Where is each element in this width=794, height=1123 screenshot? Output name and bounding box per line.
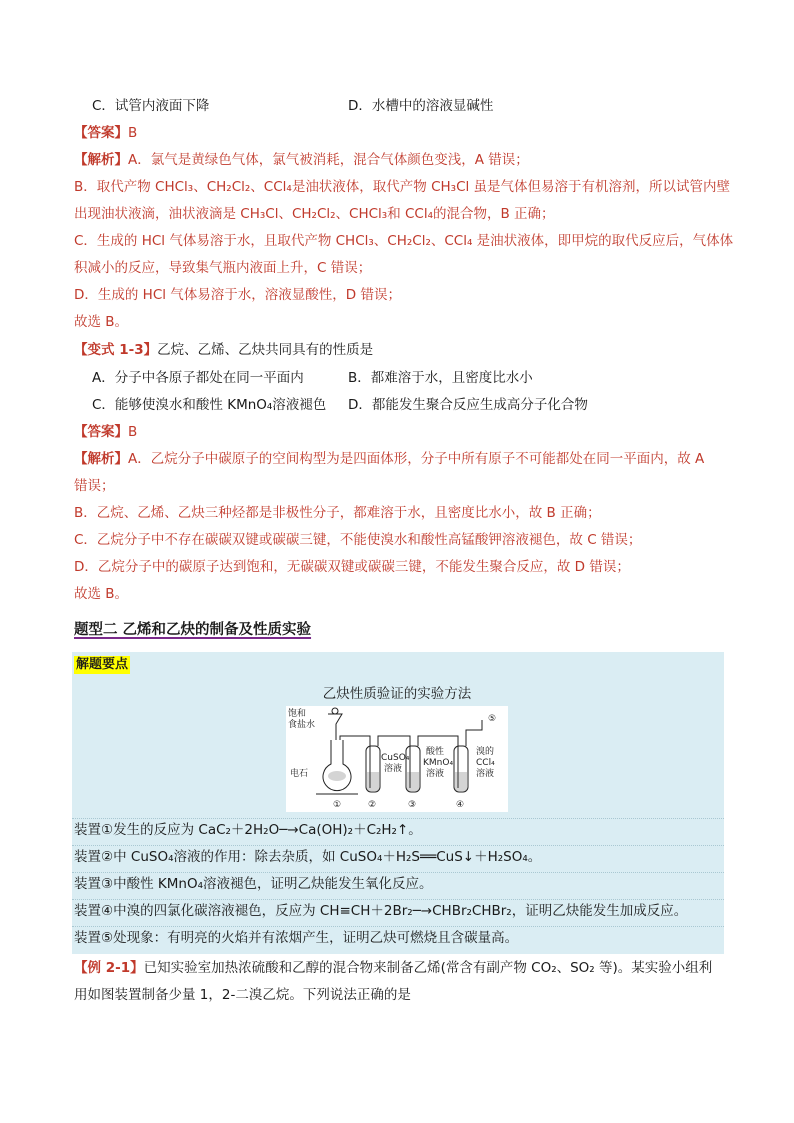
- analysis-tag: 【解析】: [74, 152, 128, 168]
- conclusion: 故选 B。: [74, 586, 129, 602]
- analysis-c1: C．生成的 HCl 气体易溶于水，且取代产物 CHCl₃、CH₂Cl₂、CCl₄ 是油状液体，即甲烷的取代反应后，气体体: [74, 233, 734, 249]
- solid-in-flask: [328, 771, 346, 781]
- liquid-3: [407, 772, 419, 791]
- tip-line-1: 装置①发生的反应为 CaC₂＋2H₂O─→Ca(OH)₂＋C₂H₂↑。: [74, 822, 422, 838]
- example-stem-2: 用如图装置制备少量 1，2-二溴乙烷。下列说法正确的是: [74, 987, 411, 1003]
- section-title: 题型二 乙烯和乙炔的制备及性质实验: [74, 622, 312, 638]
- label-n2: ②: [368, 800, 377, 810]
- answer-tag: 【答案】: [74, 424, 128, 440]
- analysis-a-text: A．氯气是黄绿色气体，氯气被消耗，混合气体颜色变浅，A 错误；: [128, 152, 529, 168]
- liquid-4: [455, 772, 467, 791]
- apparatus-diagram: [286, 706, 508, 812]
- label-t4b: CCl₄: [476, 758, 495, 768]
- option-c: C．能够使溴水和酸性 KMnO₄溶液褪色: [92, 397, 327, 413]
- analysis-a2: 错误；: [74, 478, 115, 494]
- divider: [72, 926, 724, 927]
- outlet-tube: [466, 720, 482, 746]
- option-d: D．水槽中的溶液显碱性: [348, 98, 494, 114]
- option-d: D．都能发生聚合反应生成高分子化合物: [348, 397, 588, 413]
- apparatus-svg: [286, 706, 508, 812]
- example-stem-1: [74, 958, 724, 978]
- label-t4c: 溶液: [476, 769, 495, 779]
- label-t3b: KMnO₄: [423, 758, 454, 768]
- divider: [72, 899, 724, 900]
- option-a: A．分子中各原子都处在同一平面内: [92, 370, 304, 386]
- label-n4: ④: [456, 800, 465, 810]
- analysis-tag: 【解析】: [74, 451, 128, 467]
- label-n3: ③: [408, 800, 417, 810]
- analysis-b2: 出现油状液滴，油状液滴是 CH₃Cl、CH₂Cl₂、CHCl₃和 CCl₄的混合物，B 正确；: [74, 206, 555, 222]
- analysis-c: C．乙烷分子中不存在碳碳双键或碳碳三键，不能使溴水和酸性高锰酸钾溶液褪色，故 C 错误；: [74, 532, 642, 548]
- divider: [72, 872, 724, 873]
- analysis-a1: [74, 449, 724, 469]
- answer-line: [74, 123, 724, 143]
- conclusion: 故选 B。: [74, 314, 129, 330]
- label-t4a: 溴的: [476, 747, 495, 757]
- example-stem-1-text: 已知实验室加热浓硫酸和乙醇的混合物来制备乙烯(常含有副产物 CO₂、SO₂ 等)。某实验小组利: [143, 960, 713, 976]
- flask-tube: [340, 736, 356, 740]
- label-n1: ①: [333, 800, 342, 810]
- analysis-b: B．乙烷、乙烯、乙炔三种烃都是非极性分子，都难溶于水，且密度比水小，故 B 正确；: [74, 505, 601, 521]
- diagram-title: 乙炔性质验证的实验方法: [322, 686, 472, 702]
- divider: [72, 845, 724, 846]
- answer-tag: 【答案】: [74, 125, 128, 141]
- label-funnel: 饱和: [288, 709, 307, 719]
- question-stem: [74, 340, 724, 360]
- analysis-d: D．乙烷分子中的碳原子达到饱和，无碳碳双键或碳碳三键，不能发生聚合反应，故 D 错误；: [74, 559, 630, 575]
- funnel-knob: [332, 708, 338, 714]
- analysis-a1-text: A．乙烷分子中碳原子的空间构型为是四面体形，分子中所有原子不可能都处在同一平面内，故 A: [128, 451, 705, 467]
- divider: [72, 818, 724, 819]
- analysis-c2: 积减小的反应，导致集气瓶内液面上升，C 错误；: [74, 260, 372, 276]
- label-solid: 电石: [290, 769, 309, 779]
- tip-label: 解题要点: [76, 657, 129, 672]
- label-t3a: 酸性: [426, 747, 445, 757]
- tip-line-5: 装置⑤处现象：有明亮的火焰并有浓烟产生，证明乙炔可燃烧且含碳量高。: [74, 930, 519, 946]
- option-c: C．试管内液面下降: [92, 98, 210, 114]
- flask-shape: [323, 740, 351, 791]
- example-tag: 【例 2-1】: [74, 960, 144, 976]
- answer-value: B: [128, 424, 138, 440]
- analysis-d: D．生成的 HCl 气体易溶于水，溶液显酸性，D 错误；: [74, 287, 401, 303]
- label-t2a: CuSO₄: [381, 753, 410, 763]
- question-tag: 【变式 1-3】: [74, 342, 158, 358]
- analysis-b1: B．取代产物 CHCl₃、CH₂Cl₂、CCl₄是油状液体，取代产物 CH₃Cl 虽是气体但易溶于有机溶剂，所以试管内壁: [74, 179, 731, 195]
- label-n5: ⑤: [488, 714, 497, 724]
- label-t2b: 溶液: [384, 764, 403, 774]
- tip-line-2: 装置②中 CuSO₄溶液的作用：除去杂质，如 CuSO₄＋H₂S══CuS↓＋H₂SO₄。: [74, 849, 542, 865]
- analysis-a: [74, 150, 724, 170]
- liquid-2: [367, 772, 379, 791]
- question-stem-text: 乙烷、乙烯、乙炔共同具有的性质是: [157, 342, 374, 358]
- answer-value: B: [128, 125, 138, 141]
- option-b: B．都难溶于水，且密度比水小: [348, 370, 533, 386]
- label-funnel2: 食盐水: [288, 720, 316, 730]
- tip-line-3: 装置③中酸性 KMnO₄溶液褪色，证明乙炔能发生氧化反应。: [74, 876, 433, 892]
- tip-line-4: 装置④中溴的四氯化碳溶液褪色，反应为 CH≡CH＋2Br₂─→CHBr₂CHBr₂，证明乙炔能发生加成反应。: [74, 903, 688, 919]
- answer-line: [74, 422, 724, 442]
- label-t3c: 溶液: [426, 769, 445, 779]
